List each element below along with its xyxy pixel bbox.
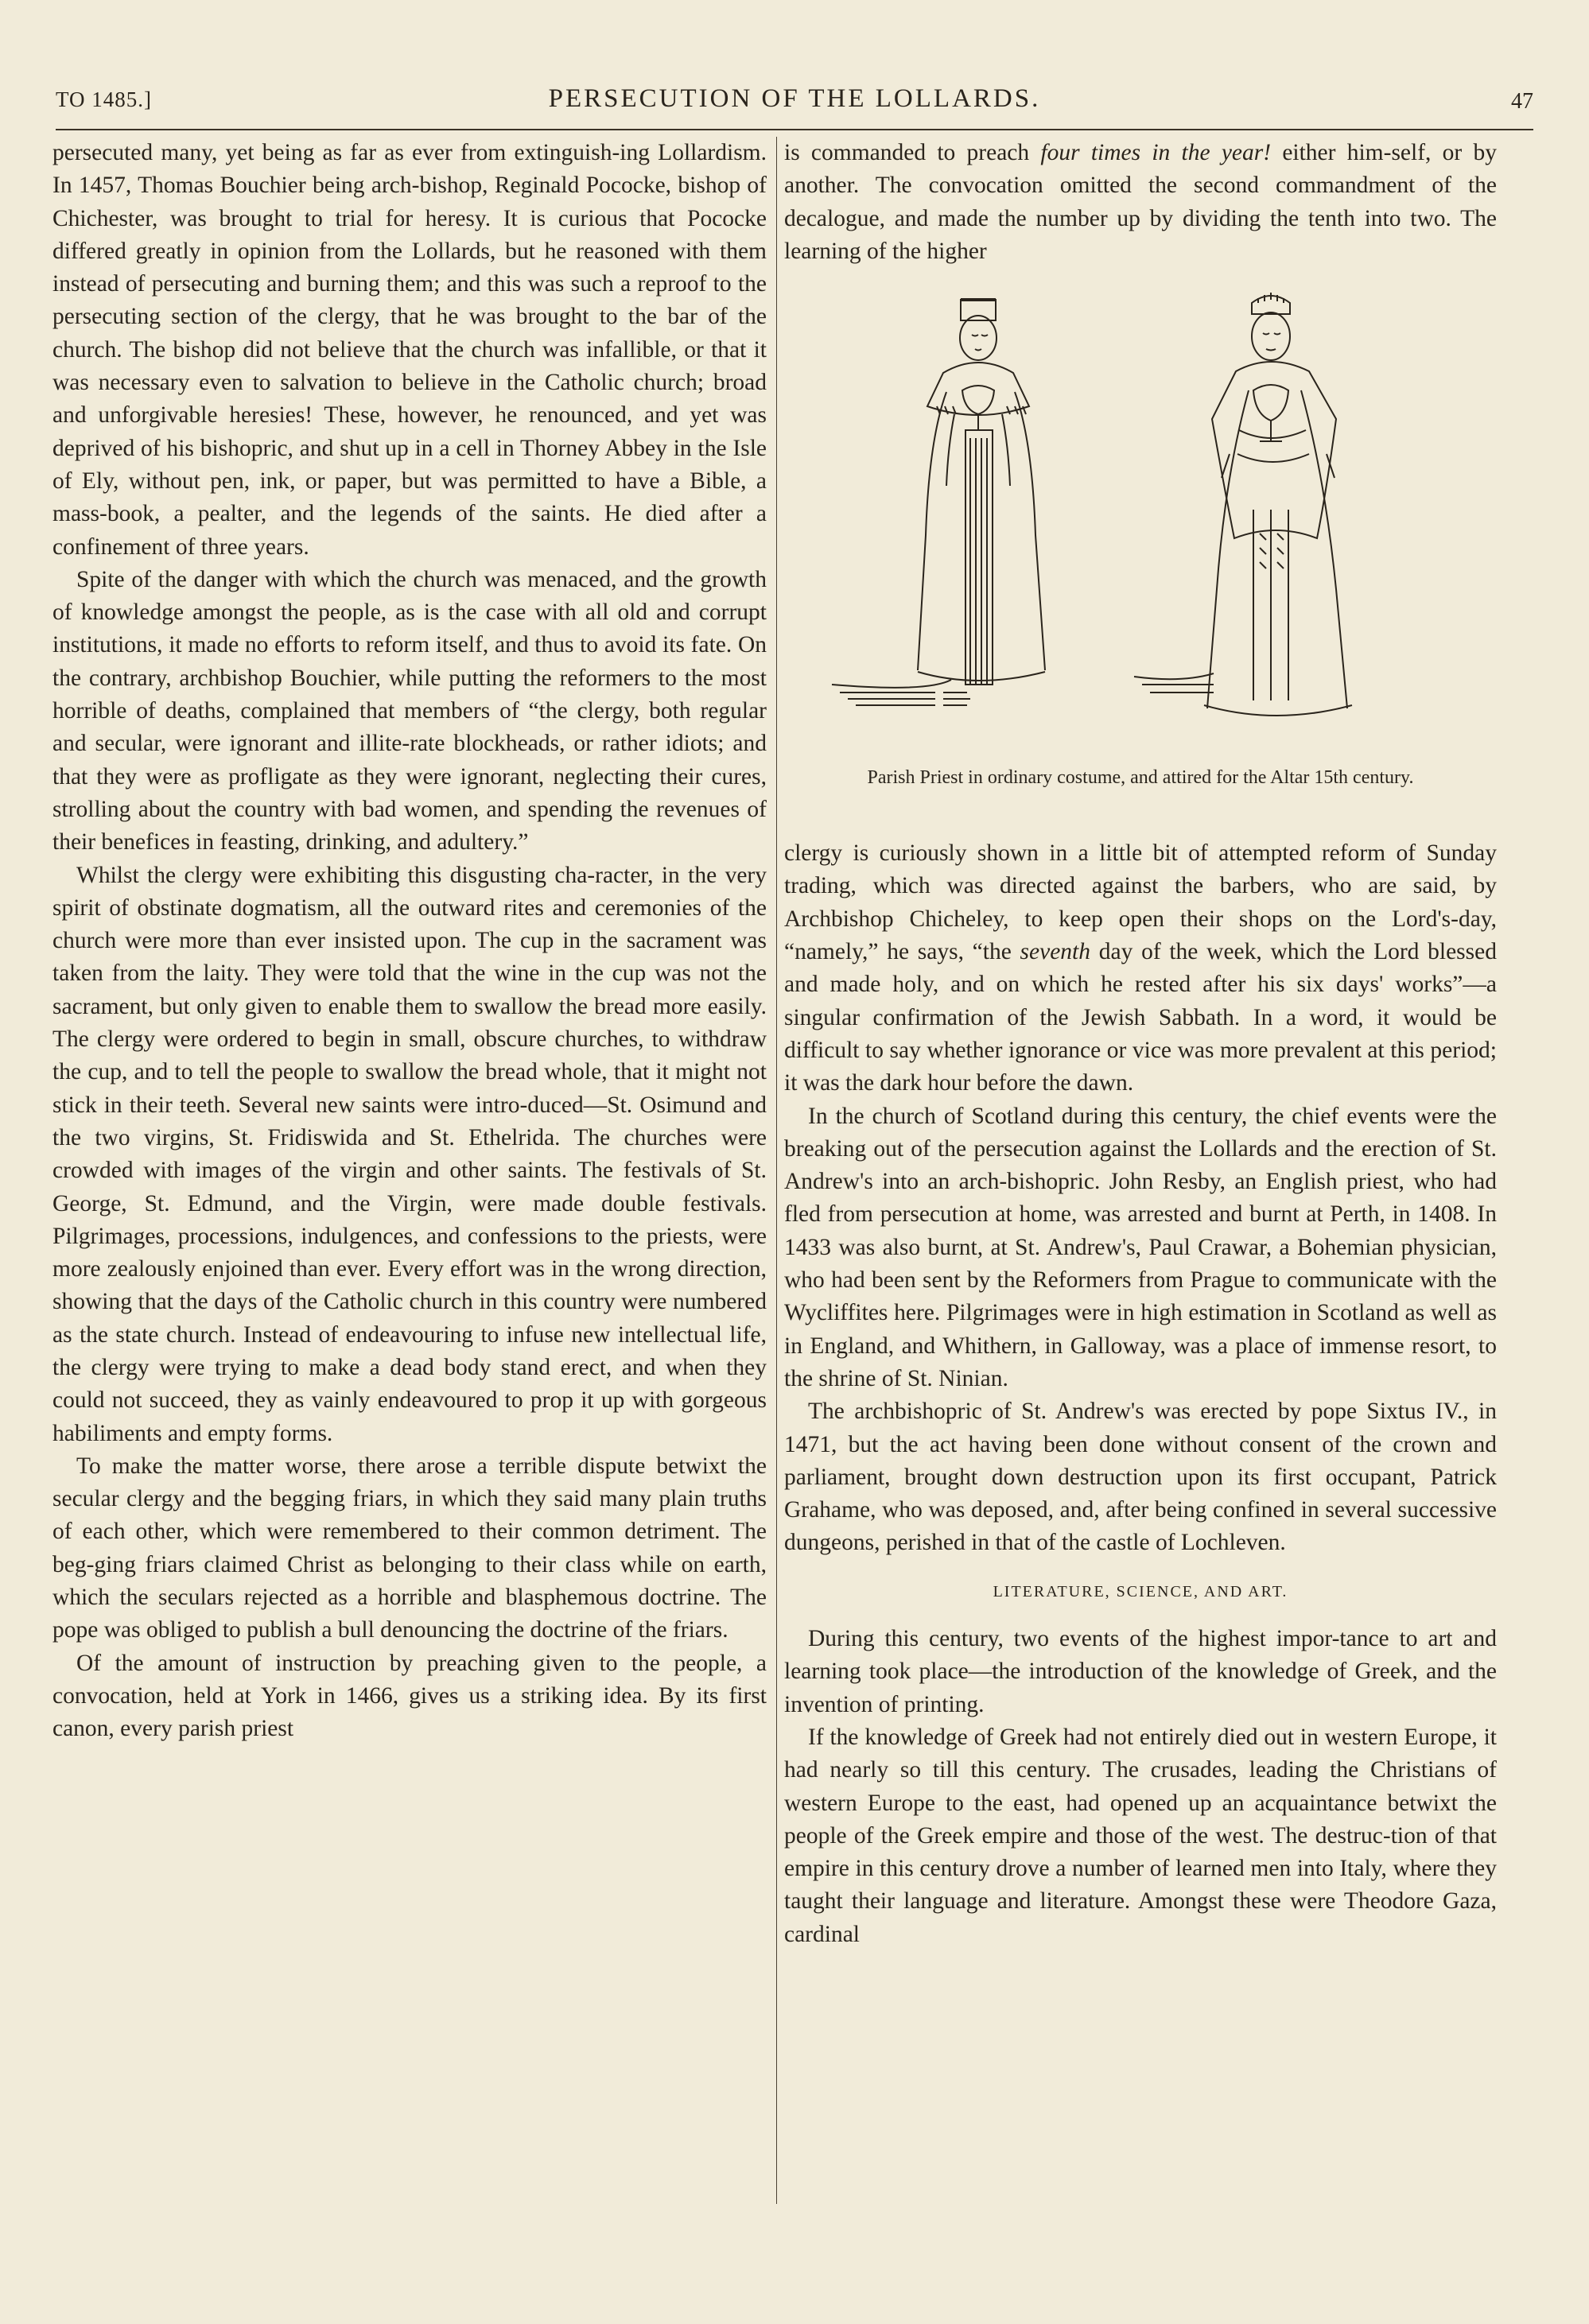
paragraph: clergy is curiously shown in a little bit of attempted reform of Sunday trading, which was directed against the barbers, who are said, by Archbishop Chicheley, to keep open their shops on the Lord's-day, “namely,” he says, “the seventh day of the week, which the Lord blessed and made holy, and on which he rested after his six days' works”—a singular confirmation of the Jewish Sabbath. In a word, it would be difficult to say whether ignorance or vice was more prevalent at this period; it was the dark hour before the dawn. <box>784 840 1497 1096</box>
header-rule <box>56 129 1533 130</box>
paragraph: is commanded to preach four times in the year! either him-self, or by another. The convocation omitted the second commandment of the decalogue, and made the number up by dividing the tenth into two. The learning of the higher <box>784 140 1497 264</box>
paragraph: Spite of the danger with which the church was menaced, and the growth of knowledge amongst the people, as is the case with all old and corrupt institutions, it made no efforts to reform itself, and thus to avoid its fate. On the contrary, archbishop Bouchier, while putting the reformers to the most horrible of deaths, complained that members of “the clergy, both regular and secular, were ignorant and illite-rate blockheads, or rather idiots; and that they were as profligate as they were ignorant, neglecting their cures, strolling about the country with bad women, and spending the revenues of their benefices in feasting, drinking, and adultery.” <box>52 566 767 855</box>
paragraph: During this century, two events of the highest impor-tance to art and learning took place—the introduction of the knowledge of Greek, and the invention of printing. <box>784 1626 1497 1717</box>
paragraph: In the church of Scotland during this century, the chief events were the breaking out of the persecution against the Lollards and the erection of St. Andrew's into an arch-bishopric. John Resby, an English priest, who had fled from persecution at home, was arrested and burnt at Perth, in 1408. In 1433 was also burnt, at St. Andrew's, Paul Crawar, a Bohemian physician, who had been sent by the Reformers from Prague to communicate with the Wycliffites here. Pilgrimages were in high estimation in Scotland as well as in England, and Whithern, in Galloway, was a place of immense resort, to the shrine of St. Ninian. <box>784 1103 1497 1391</box>
running-title: PERSECUTION OF THE LOLLARDS. <box>548 84 1041 113</box>
priest-illustration <box>784 271 1497 837</box>
header-date-range: TO 1485.] <box>56 87 152 111</box>
figure-caption: Parish Priest in ordinary costume, and attired for the Altar 15th century. <box>867 767 1414 789</box>
paragraph: Of the amount of instruction by preaching given to the people, a convocation, held at York in 1466, gives us a striking idea. By its first canon, every parish priest <box>52 1650 767 1742</box>
paragraph: persecuted many, yet being as far as ever from extinguish-ing Lollardism. In 1457, Thomas Bouchier being arch-bishop, Reginald Pococke, bishop of Chichester, was brought to trial for heresy. It is curious that Pococke differed greatly in opinion from the Lollards, but he reasoned with them instead of persecuting and burning them; and this was such a reproof to the persecuting section of the clergy, that he was brought to the bar of the church. The bishop did not believe that the church was infallible, or that it was necessary even to salvation to believe in the Catholic church; broad and unforgivable heresies! These, however, he renounced, and yet was deprived of his bishopric, and shut up in a cell in Thorney Abbey in the Isle of Ely, without pen, ink, or paper, but was permitted to have a Bible, a mass-book, a pealter, and the legends of the saints. He died after a confinement of three years. <box>52 140 767 560</box>
right-column <box>784 137 1497 1951</box>
paragraph: To make the matter worse, there arose a terrible dispute betwixt the secular clergy and the begging friars, in which they said many plain truths of each other, which were remembered to their common detriment. The beg-ging friars claimed Christ as belonging to their class while on earth, which the seculars rejected as a horrible and blasphemous doctrine. The pope was obliged to publish a bull denouncing the doctrine of the friars. <box>52 1453 767 1643</box>
column-divider <box>776 137 777 2204</box>
paragraph: The archbishopric of St. Andrew's was erected by pope Sixtus IV., in 1471, but the act having been done without consent of the crown and parliament, brought down destruction upon its first occupant, Patrick Grahame, who was deposed, and, after being confined in several successive dungeons, perished in that of the castle of Lochleven. <box>784 1399 1497 1556</box>
left-column <box>52 137 767 1746</box>
priests-engraving <box>784 271 1497 764</box>
section-heading: LITERATURE, SCIENCE, AND ART. <box>993 1582 1288 1600</box>
paragraph: Whilst the clergy were exhibiting this disgusting cha-racter, in the very spirit of obstinate dogmatism, all the outward rites and ceremonies of the church were more than ever insisted upon. The cup in the sacrament was taken from the laity. They were told that the wine in the cup was not the sacrament, but only given to enable them to swallow the bread more easily. The clergy were ordered to begin in small, obscure churches, to withdraw the cup, and to tell the people to swallow the bread whole, that it might not stick in their teeth. Several new saints were intro-duced—St. Osimund and the two virgins, St. Fridiswida and St. Ethelrida. The churches were crowded with images of the virgin and other saints. The festivals of St. George, St. Edmund, and the Virgin, were made double festivals. Pilgrimages, processions, indulgences, and confessions to the priests, were more zealously enjoined than ever. Every effort was in the wrong direction, showing that the days of the Catholic church in this country were numbered as the state church. Instead of endeavouring to infuse new intellectual life, the clergy were trying to make a dead body stand erect, and when they could not succeed, they as vainly endeavoured to prop it up with gorgeous habiliments and empty forms. <box>52 862 767 1446</box>
priest-ordinary-costume <box>832 300 1045 705</box>
priest-altar-vestments <box>1134 293 1352 716</box>
paragraph: If the knowledge of Greek had not entirely died out in western Europe, it had nearly so till this century. The crusades, leading the Christians of western Europe to the east, had opened up an acquaintance betwixt the people of the Greek empire and those of the west. The destruc-tion of that empire in this century drove a number of learned men into Italy, where they taught their language and literature. Amongst these were Theodore Gaza, cardinal <box>784 1724 1497 1947</box>
page-number: 47 <box>1511 89 1533 114</box>
page-header <box>56 80 1533 127</box>
